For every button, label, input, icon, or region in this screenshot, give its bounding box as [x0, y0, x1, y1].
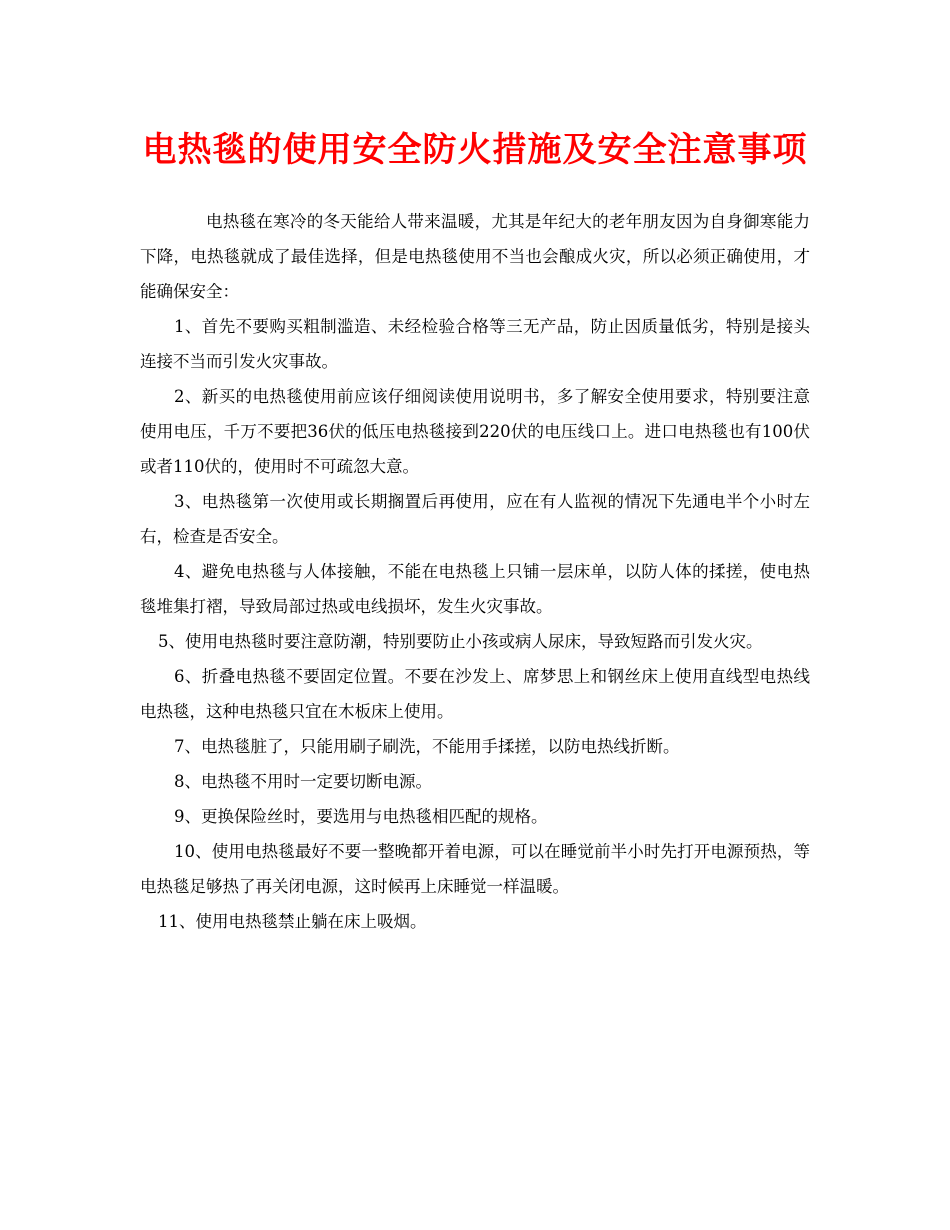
item-paragraph-7: 7、电热毯脏了，只能用刷子刷洗，不能用手揉搓，以防电热线折断。	[174, 737, 680, 756]
item-paragraph-9: 9、更换保险丝时，要选用与电热毯相匹配的规格。	[174, 807, 548, 826]
item-paragraph-8: 8、电热毯不用时一定要切断电源。	[174, 772, 432, 791]
item-paragraph-1: 1、首先不要购买粗制滥造、未经检验合格等三无产品，防止因质量低劣，特别是接头连接不当而引发火灾事故。	[140, 317, 810, 371]
item-paragraph-10: 10、使用电热毯最好不要一整晚都开着电源，可以在睡觉前半小时先打开电源预热，等电热毯足够热了再关闭电源，这时候再上床睡觉一样温暖。	[140, 842, 810, 896]
item-paragraph-4: 4、避免电热毯与人体接触，不能在电热毯上只铺一层床单，以防人体的揉搓，使电热毯堆集打褶，导致局部过热或电线损坏，发生火灾事故。	[140, 562, 810, 616]
item-paragraph-2: 2、新买的电热毯使用前应该仔细阅读使用说明书，多了解安全使用要求，特别要注意使用电压，千万不要把36伏的低压电热毯接到220伏的电压线口上。进口电热毯也有100伏或者110伏的，使用时不可疏忽大意。	[140, 387, 810, 476]
item-paragraph-11: 11、使用电热毯禁止躺在床上吸烟。	[158, 912, 427, 931]
item-paragraph-5: 5、使用电热毯时要注意防潮，特别要防止小孩或病人尿床，导致短路而引发火灾。	[158, 632, 763, 651]
item-paragraph-6: 6、折叠电热毯不要固定位置。不要在沙发上、席梦思上和钢丝床上使用直线型电热线电热毯，这种电热毯只宜在木板床上使用。	[140, 667, 810, 721]
item-paragraph-3: 3、电热毯第一次使用或长期搁置后再使用，应在有人监视的情况下先通电半个小时左右，检查是否安全。	[140, 492, 810, 546]
document-body	[140, 204, 810, 939]
document-title: 电热毯的使用安全防火措施及安全注意事项	[142, 130, 808, 170]
intro-paragraph: 电热毯在寒冷的冬天能给人带来温暖，尤其是年纪大的老年朋友因为自身御寒能力下降，电热毯就成了最佳选择，但是电热毯使用不当也会酿成火灾，所以必须正确使用，才能确保安全：	[140, 212, 810, 301]
